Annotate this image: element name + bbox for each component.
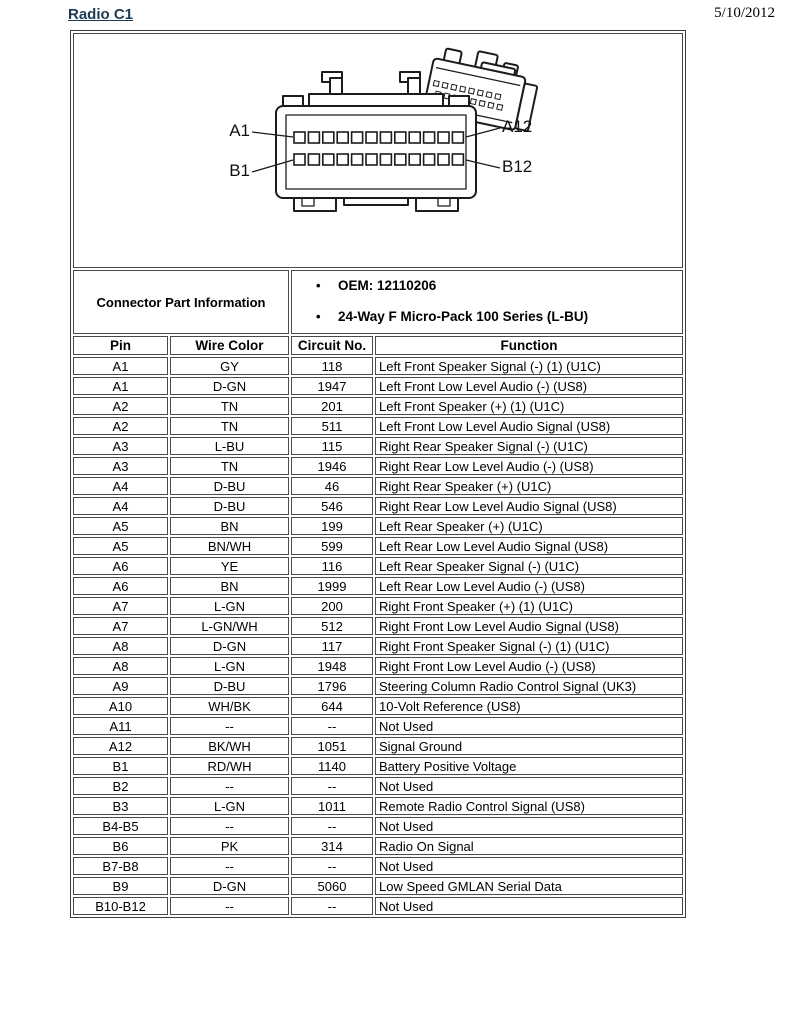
cell-circuit-no: 46 bbox=[291, 477, 373, 495]
table-row bbox=[73, 837, 683, 855]
cell-circuit-no: 116 bbox=[291, 557, 373, 575]
table-row bbox=[73, 477, 683, 495]
cell-function: Radio On Signal bbox=[375, 837, 683, 855]
cell-wire-color: BN bbox=[170, 517, 289, 535]
cell-function: Not Used bbox=[375, 817, 683, 835]
pin-cavity-b1 bbox=[294, 154, 305, 165]
cell-pin: A12 bbox=[73, 737, 168, 755]
cell-function: Right Rear Low Level Audio (-) (US8) bbox=[375, 457, 683, 475]
cell-circuit-no: 199 bbox=[291, 517, 373, 535]
cell-circuit-no: 200 bbox=[291, 597, 373, 615]
cell-wire-color: -- bbox=[170, 717, 289, 735]
table-row bbox=[73, 737, 683, 755]
cell-pin: A3 bbox=[73, 437, 168, 455]
pin-cavity-a8 bbox=[395, 132, 406, 143]
cell-wire-color: BN bbox=[170, 577, 289, 595]
pin-label-a12: A12 bbox=[502, 117, 533, 136]
table-row bbox=[73, 797, 683, 815]
table-row bbox=[73, 597, 683, 615]
table-row bbox=[73, 457, 683, 475]
cell-circuit-no: 599 bbox=[291, 537, 373, 555]
cell-circuit-no: -- bbox=[291, 777, 373, 795]
table-row bbox=[73, 617, 683, 635]
pin-label-a1: A1 bbox=[229, 121, 250, 140]
cell-function: Right Front Low Level Audio Signal (US8) bbox=[375, 617, 683, 635]
table-row bbox=[73, 357, 683, 375]
cell-wire-color: -- bbox=[170, 817, 289, 835]
bullet-icon: • bbox=[316, 309, 321, 324]
pin-cavity-a1 bbox=[294, 132, 305, 143]
pin-cavity-b6 bbox=[366, 154, 377, 165]
pin-cavity-b3 bbox=[323, 154, 334, 165]
part-info-bullet-text: 24-Way F Micro-Pack 100 Series (L-BU) bbox=[338, 309, 589, 324]
page-title: Radio C1 bbox=[68, 6, 134, 23]
cell-wire-color: GY bbox=[170, 357, 289, 375]
cell-circuit-no: 115 bbox=[291, 437, 373, 455]
table-row bbox=[73, 637, 683, 655]
cell-pin: A4 bbox=[73, 477, 168, 495]
cell-wire-color: L-GN/WH bbox=[170, 617, 289, 635]
cell-pin: B9 bbox=[73, 877, 168, 895]
cell-wire-color: -- bbox=[170, 777, 289, 795]
table-row bbox=[73, 537, 683, 555]
cell-pin: A10 bbox=[73, 697, 168, 715]
cell-circuit-no: 1796 bbox=[291, 677, 373, 695]
cell-function: Left Front Speaker (+) (1) (U1C) bbox=[375, 397, 683, 415]
cell-function: Right Front Speaker (+) (1) (U1C) bbox=[375, 597, 683, 615]
cell-pin: B4-B5 bbox=[73, 817, 168, 835]
cell-function: Battery Positive Voltage bbox=[375, 757, 683, 775]
cell-circuit-no: 1140 bbox=[291, 757, 373, 775]
cell-pin: B6 bbox=[73, 837, 168, 855]
cell-wire-color: BN/WH bbox=[170, 537, 289, 555]
pin-cavity-b10 bbox=[424, 154, 435, 165]
cell-circuit-no: -- bbox=[291, 897, 373, 915]
cell-function: Signal Ground bbox=[375, 737, 683, 755]
cell-circuit-no: 1946 bbox=[291, 457, 373, 475]
cell-function: Remote Radio Control Signal (US8) bbox=[375, 797, 683, 815]
connector-pinout-table bbox=[70, 30, 686, 918]
cell-wire-color: YE bbox=[170, 557, 289, 575]
pin-cavity-b7 bbox=[380, 154, 391, 165]
pin-cavity-a4 bbox=[337, 132, 348, 143]
cell-circuit-no: 1947 bbox=[291, 377, 373, 395]
cell-function: Right Rear Low Level Audio Signal (US8) bbox=[375, 497, 683, 515]
cell-wire-color: TN bbox=[170, 457, 289, 475]
cell-function: Not Used bbox=[375, 777, 683, 795]
cell-function: Left Front Low Level Audio Signal (US8) bbox=[375, 417, 683, 435]
cell-function: Left Rear Low Level Audio (-) (US8) bbox=[375, 577, 683, 595]
cell-function: Not Used bbox=[375, 717, 683, 735]
cell-pin: B7-B8 bbox=[73, 857, 168, 875]
cell-function: Steering Column Radio Control Signal (UK3) bbox=[375, 677, 683, 695]
cell-pin: A8 bbox=[73, 657, 168, 675]
part-info-bullets bbox=[292, 271, 682, 333]
cell-wire-color: BK/WH bbox=[170, 737, 289, 755]
part-info-bullet-line bbox=[316, 309, 678, 324]
table-header-row bbox=[73, 336, 683, 355]
cell-wire-color: TN bbox=[170, 397, 289, 415]
cell-wire-color: D-BU bbox=[170, 497, 289, 515]
cell-circuit-no: 1999 bbox=[291, 577, 373, 595]
cell-pin: A1 bbox=[73, 357, 168, 375]
cell-function: Left Rear Speaker Signal (-) (U1C) bbox=[375, 557, 683, 575]
cell-wire-color: -- bbox=[170, 897, 289, 915]
cell-pin: A6 bbox=[73, 577, 168, 595]
cell-function: Not Used bbox=[375, 897, 683, 915]
pin-cavity-a12 bbox=[452, 132, 463, 143]
cell-function: Low Speed GMLAN Serial Data bbox=[375, 877, 683, 895]
table-row bbox=[73, 877, 683, 895]
cell-wire-color: L-GN bbox=[170, 657, 289, 675]
pin-cavity-b8 bbox=[395, 154, 406, 165]
cell-circuit-no: -- bbox=[291, 817, 373, 835]
bullet-icon: • bbox=[316, 278, 321, 293]
cell-pin: B10-B12 bbox=[73, 897, 168, 915]
cell-wire-color: D-BU bbox=[170, 477, 289, 495]
cell-function: Left Rear Speaker (+) (U1C) bbox=[375, 517, 683, 535]
cell-pin: A7 bbox=[73, 597, 168, 615]
cell-circuit-no: 117 bbox=[291, 637, 373, 655]
cell-function: Right Front Low Level Audio (-) (US8) bbox=[375, 657, 683, 675]
cell-function: Right Front Speaker Signal (-) (1) (U1C) bbox=[375, 637, 683, 655]
connector-diagram-cell bbox=[73, 33, 683, 268]
table-row bbox=[73, 677, 683, 695]
pin-cavity-b5 bbox=[352, 154, 363, 165]
cell-wire-color: -- bbox=[170, 857, 289, 875]
cell-wire-color: D-GN bbox=[170, 637, 289, 655]
cell-pin: A7 bbox=[73, 617, 168, 635]
part-info-row bbox=[73, 270, 683, 334]
cell-function: Left Front Low Level Audio (-) (US8) bbox=[375, 377, 683, 395]
cell-circuit-no: 5060 bbox=[291, 877, 373, 895]
table-row bbox=[73, 657, 683, 675]
cell-circuit-no: 201 bbox=[291, 397, 373, 415]
table-row bbox=[73, 557, 683, 575]
table-row bbox=[73, 377, 683, 395]
cell-function: Not Used bbox=[375, 857, 683, 875]
page-header bbox=[0, 5, 791, 29]
pin-label-b1: B1 bbox=[229, 161, 250, 180]
diagram-row bbox=[73, 33, 683, 268]
cell-circuit-no: 512 bbox=[291, 617, 373, 635]
table-row bbox=[73, 417, 683, 435]
part-info-title: Connector Part Information bbox=[73, 270, 289, 334]
cell-function: Left Front Speaker Signal (-) (1) (U1C) bbox=[375, 357, 683, 375]
cell-pin: A9 bbox=[73, 677, 168, 695]
cell-wire-color: D-BU bbox=[170, 677, 289, 695]
cell-wire-color: L-BU bbox=[170, 437, 289, 455]
cell-circuit-no: 644 bbox=[291, 697, 373, 715]
pin-cavity-b2 bbox=[308, 154, 319, 165]
pin-cavity-a7 bbox=[380, 132, 391, 143]
part-info-details bbox=[291, 270, 683, 334]
table-row bbox=[73, 497, 683, 515]
table-row bbox=[73, 897, 683, 915]
pin-label-b12: B12 bbox=[502, 157, 533, 176]
pin-table-body bbox=[73, 357, 683, 915]
cell-function: Right Rear Speaker Signal (-) (U1C) bbox=[375, 437, 683, 455]
cell-pin: A2 bbox=[73, 417, 168, 435]
cell-function: Left Rear Low Level Audio Signal (US8) bbox=[375, 537, 683, 555]
table-row bbox=[73, 697, 683, 715]
pin-cavity-a5 bbox=[352, 132, 363, 143]
col-header-function: Function bbox=[375, 336, 683, 355]
cell-circuit-no: -- bbox=[291, 717, 373, 735]
cell-pin: A5 bbox=[73, 517, 168, 535]
pin-cavity-a6 bbox=[366, 132, 377, 143]
pin-cavity-b9 bbox=[409, 154, 420, 165]
part-info-bullet-line bbox=[316, 278, 678, 293]
pin-cavity-a10 bbox=[424, 132, 435, 143]
cell-wire-color: D-GN bbox=[170, 877, 289, 895]
pin-cavity-a3 bbox=[323, 132, 334, 143]
cell-circuit-no: 118 bbox=[291, 357, 373, 375]
table-row bbox=[73, 757, 683, 775]
cell-circuit-no: 511 bbox=[291, 417, 373, 435]
table-row bbox=[73, 437, 683, 455]
pin-cavity-b12 bbox=[452, 154, 463, 165]
cell-wire-color: TN bbox=[170, 417, 289, 435]
table-row bbox=[73, 817, 683, 835]
pin-cavity-a11 bbox=[438, 132, 449, 143]
cell-function: 10-Volt Reference (US8) bbox=[375, 697, 683, 715]
cell-circuit-no: 546 bbox=[291, 497, 373, 515]
cell-function: Right Rear Speaker (+) (U1C) bbox=[375, 477, 683, 495]
table-row bbox=[73, 577, 683, 595]
pin-cavity-b11 bbox=[438, 154, 449, 165]
table-row bbox=[73, 857, 683, 875]
cell-pin: A3 bbox=[73, 457, 168, 475]
cell-wire-color: D-GN bbox=[170, 377, 289, 395]
cell-wire-color: L-GN bbox=[170, 797, 289, 815]
cell-pin: A5 bbox=[73, 537, 168, 555]
cell-pin: A11 bbox=[73, 717, 168, 735]
cell-circuit-no: 1948 bbox=[291, 657, 373, 675]
cell-pin: B3 bbox=[73, 797, 168, 815]
cell-circuit-no: -- bbox=[291, 857, 373, 875]
cell-wire-color: PK bbox=[170, 837, 289, 855]
cell-wire-color: L-GN bbox=[170, 597, 289, 615]
connector-diagram bbox=[76, 36, 683, 262]
cell-pin: B1 bbox=[73, 757, 168, 775]
table-row bbox=[73, 517, 683, 535]
table-row bbox=[73, 397, 683, 415]
col-header-pin: Pin bbox=[73, 336, 168, 355]
cell-pin: A1 bbox=[73, 377, 168, 395]
page-date: 5/10/2012 bbox=[714, 5, 775, 21]
part-info-bullet-text: OEM: 12110206 bbox=[338, 278, 437, 293]
cell-pin: A8 bbox=[73, 637, 168, 655]
cell-wire-color: RD/WH bbox=[170, 757, 289, 775]
pin-cavity-b4 bbox=[337, 154, 348, 165]
col-header-wire: Wire Color bbox=[170, 336, 289, 355]
table-row bbox=[73, 717, 683, 735]
cell-pin: A2 bbox=[73, 397, 168, 415]
table-row bbox=[73, 777, 683, 795]
cell-circuit-no: 1051 bbox=[291, 737, 373, 755]
cell-pin: B2 bbox=[73, 777, 168, 795]
pin-cavity-a9 bbox=[409, 132, 420, 143]
cell-circuit-no: 1011 bbox=[291, 797, 373, 815]
cell-pin: A6 bbox=[73, 557, 168, 575]
pin-cavity-a2 bbox=[308, 132, 319, 143]
col-header-circuit: Circuit No. bbox=[291, 336, 373, 355]
cell-pin: A4 bbox=[73, 497, 168, 515]
cell-circuit-no: 314 bbox=[291, 837, 373, 855]
cell-wire-color: WH/BK bbox=[170, 697, 289, 715]
